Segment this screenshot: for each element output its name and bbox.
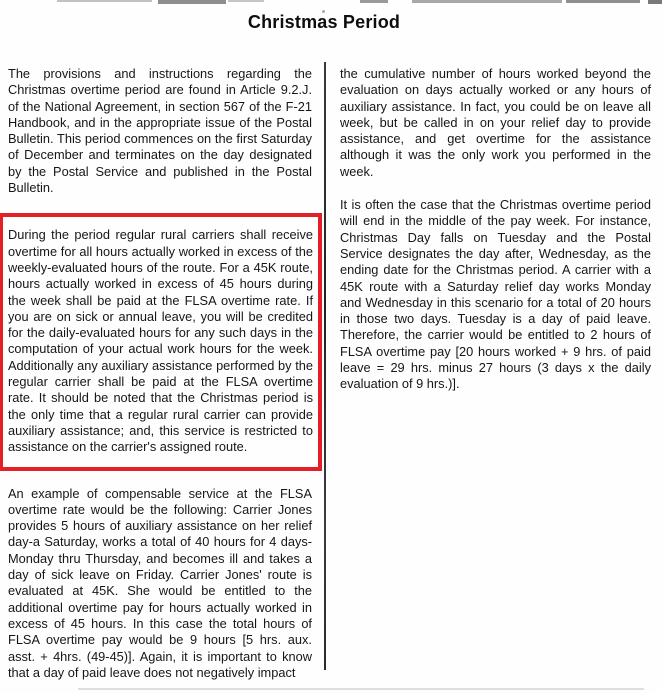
scan-artifact-top-edge	[648, 0, 662, 4]
paragraph-provisions: The provisions and instructions regarding the Christmas overtime period are found in Article 9.2.J. of the National Agreement, in section 567 of the F-21 Handbook, and in the appropriate issue of the Postal Bulletin. This period commences on the first Saturday of December and terminates on the day designated by the Postal Service and published in the Postal Bulletin.	[8, 66, 312, 196]
scan-artifact-top-edge	[228, 0, 264, 2]
column-divider	[324, 62, 326, 670]
paragraph-example: An example of compensable service at the FLSA overtime rate would be the following: Carrier Jones provides 5 hours of auxiliary assistance on her relief day-a Saturday, works a total of 40 hours for 4 days-Monday thru Thursday, and becomes ill and takes a day of sick leave on Friday. Carrier Jones' route is evaluated at 45K. She would be entitled to the additional overtime pay for hours actually worked in excess of 45 hours. In this case the total hours of FLSA overtime pay would be 9 hours [5 hrs. aux. asst. + 4hrs. (49-45)]. Again, it is important to know that a day of paid leave does not negatively impact	[8, 485, 312, 680]
scan-artifact-top-edge	[158, 0, 226, 4]
scan-artifact-top-edge	[57, 0, 152, 2]
scan-artifact-top-edge	[566, 0, 640, 3]
scan-artifact-top-edge	[360, 0, 388, 3]
paragraph-continuation: the cumulative number of hours worked beyond the evaluation on days actually worked or any hours of auxiliary assistance. In fact, you could be on leave all week, but be called in on your relief day to provide assistance, and get overtime for the assistance although it was the only work you performed in the week.	[340, 66, 651, 179]
left-column	[8, 66, 312, 693]
scan-artifact-top-edge	[412, 0, 562, 3]
page-title: Christmas Period	[247, 12, 401, 32]
highlight-annotation-box	[0, 213, 322, 470]
right-column	[340, 66, 651, 410]
paragraph-highlighted: During the period regular rural carriers shall receive overtime for all hours actually worked in excess of the weekly-evaluated hours of the route. For a 45K route, hours actually worked in excess of 45 hours during the week shall be paid at the FLSA overtime rate. If you are on sick or annual leave, you will be credited for the daily-evaluated hours for any such days in the computation of your actual work hours for the week. Additionally any auxiliary assistance performed by the regular carrier shall be paid at the FLSA overtime rate. It should be noted that the Christmas period is the only time that a regular rural carrier can provide auxiliary assistance; and, this service is restricted to assistance on the carrier's assigned route.	[8, 227, 313, 455]
paragraph-pay-week: It is often the case that the Christmas overtime period will end in the middle of the pay week. For instance, Christmas Day falls on Tuesday and the Postal Service designates the day after, Wednesday, as the ending date for the Christmas period. A carrier with a 45K route with a Saturday relief day works Monday and Wednesday in this scenario for a total of 20 hours in those two days. Tuesday is a day of paid leave. Therefore, the carrier would be entitled to 2 hours of FLSA overtime pay [20 hours worked + 9 hrs. of paid leave = 29 hrs. minus 27 hours (3 days x the daily evaluation of 9 hrs.)].	[340, 197, 651, 392]
